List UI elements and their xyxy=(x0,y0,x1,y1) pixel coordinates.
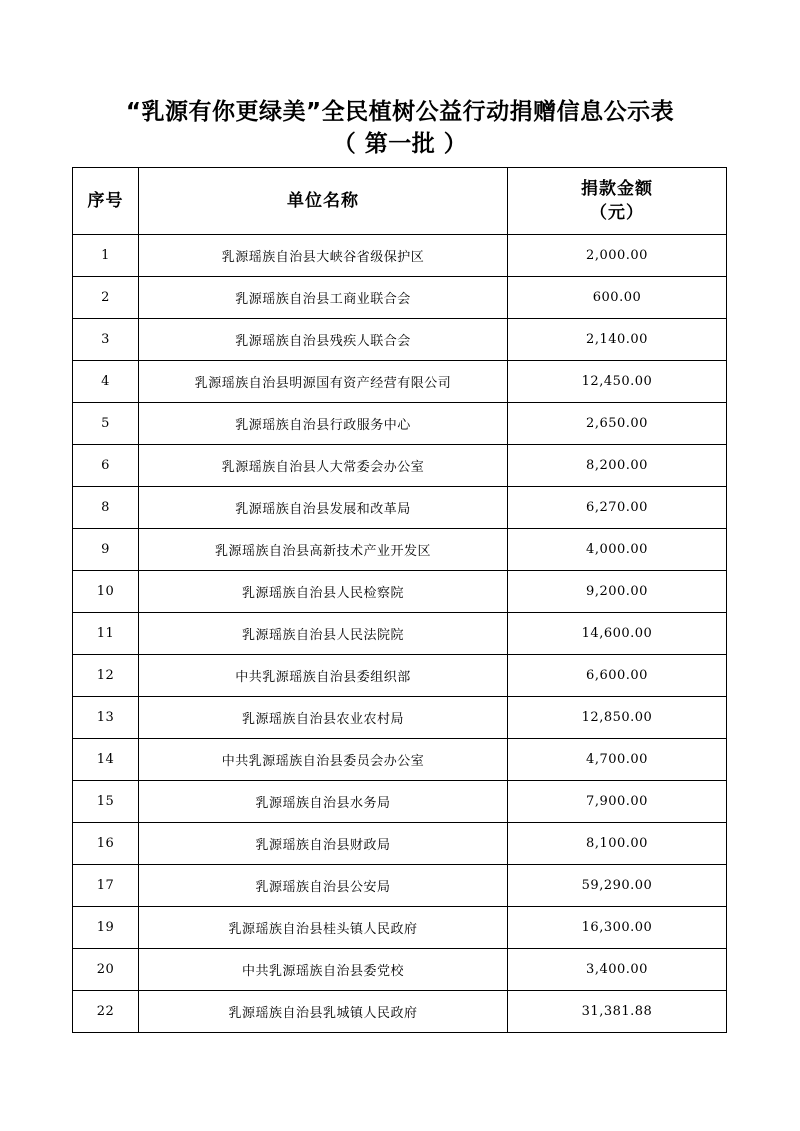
cell-donation-amount: 8,100.00 xyxy=(508,823,727,865)
table-header-row xyxy=(73,168,727,235)
table-row xyxy=(73,445,727,487)
table-row xyxy=(73,781,727,823)
document-title xyxy=(0,96,800,160)
cell-donation-amount: 12,850.00 xyxy=(508,697,727,739)
cell-unit-name: 乳源瑶族自治县桂头镇人民政府 xyxy=(139,907,508,949)
cell-unit-name: 乳源瑶族自治县发展和改革局 xyxy=(139,487,508,529)
table-row xyxy=(73,487,727,529)
header-unit-name: 单位名称 xyxy=(139,168,508,235)
cell-serial-number: 15 xyxy=(73,781,139,823)
cell-serial-number: 6 xyxy=(73,445,139,487)
cell-serial-number: 12 xyxy=(73,655,139,697)
table-row xyxy=(73,655,727,697)
cell-unit-name: 乳源瑶族自治县人民法院院 xyxy=(139,613,508,655)
cell-donation-amount: 6,600.00 xyxy=(508,655,727,697)
cell-unit-name: 乳源瑶族自治县乳城镇人民政府 xyxy=(139,991,508,1033)
cell-serial-number: 2 xyxy=(73,277,139,319)
cell-serial-number: 4 xyxy=(73,361,139,403)
cell-donation-amount: 2,140.00 xyxy=(508,319,727,361)
cell-donation-amount: 4,700.00 xyxy=(508,739,727,781)
cell-unit-name: 乳源瑶族自治县人民检察院 xyxy=(139,571,508,613)
table-row xyxy=(73,235,727,277)
cell-unit-name: 乳源瑶族自治县高新技术产业开发区 xyxy=(139,529,508,571)
table-row xyxy=(73,865,727,907)
cell-donation-amount: 2,650.00 xyxy=(508,403,727,445)
cell-donation-amount: 600.00 xyxy=(508,277,727,319)
cell-serial-number: 22 xyxy=(73,991,139,1033)
table-row xyxy=(73,613,727,655)
header-serial-number: 序号 xyxy=(73,168,139,235)
cell-serial-number: 14 xyxy=(73,739,139,781)
table-row xyxy=(73,361,727,403)
header-amount-unit: （元） xyxy=(590,203,644,223)
cell-serial-number: 8 xyxy=(73,487,139,529)
cell-donation-amount: 31,381.88 xyxy=(508,991,727,1033)
table-row xyxy=(73,529,727,571)
table-body xyxy=(73,235,727,1033)
cell-unit-name: 乳源瑶族自治县人大常委会办公室 xyxy=(139,445,508,487)
cell-serial-number: 16 xyxy=(73,823,139,865)
cell-donation-amount: 16,300.00 xyxy=(508,907,727,949)
cell-unit-name: 乳源瑶族自治县工商业联合会 xyxy=(139,277,508,319)
cell-serial-number: 10 xyxy=(73,571,139,613)
header-donation-amount xyxy=(508,168,727,235)
cell-unit-name: 乳源瑶族自治县大峡谷省级保护区 xyxy=(139,235,508,277)
table-row xyxy=(73,697,727,739)
cell-donation-amount: 7,900.00 xyxy=(508,781,727,823)
cell-unit-name: 乳源瑶族自治县财政局 xyxy=(139,823,508,865)
cell-serial-number: 9 xyxy=(73,529,139,571)
table-row xyxy=(73,277,727,319)
table-row xyxy=(73,823,727,865)
cell-serial-number: 20 xyxy=(73,949,139,991)
cell-serial-number: 11 xyxy=(73,613,139,655)
cell-unit-name: 中共乳源瑶族自治县委党校 xyxy=(139,949,508,991)
cell-donation-amount: 3,400.00 xyxy=(508,949,727,991)
cell-unit-name: 中共乳源瑶族自治县委组织部 xyxy=(139,655,508,697)
title-line-2: （ 第一批 ） xyxy=(332,131,468,157)
header-amount-label: 捐款金额 xyxy=(581,179,653,199)
title-line-1: “乳源有你更绿美”全民植树公益行动捐赠信息公示表 xyxy=(125,99,675,125)
cell-donation-amount: 59,290.00 xyxy=(508,865,727,907)
cell-donation-amount: 9,200.00 xyxy=(508,571,727,613)
donation-table xyxy=(72,167,727,1033)
cell-serial-number: 13 xyxy=(73,697,139,739)
cell-donation-amount: 12,450.00 xyxy=(508,361,727,403)
cell-donation-amount: 14,600.00 xyxy=(508,613,727,655)
table-row xyxy=(73,739,727,781)
cell-serial-number: 3 xyxy=(73,319,139,361)
cell-unit-name: 乳源瑶族自治县行政服务中心 xyxy=(139,403,508,445)
cell-unit-name: 乳源瑶族自治县明源国有资产经营有限公司 xyxy=(139,361,508,403)
cell-donation-amount: 6,270.00 xyxy=(508,487,727,529)
table-row xyxy=(73,403,727,445)
table-row xyxy=(73,949,727,991)
cell-unit-name: 乳源瑶族自治县公安局 xyxy=(139,865,508,907)
cell-serial-number: 19 xyxy=(73,907,139,949)
table-row xyxy=(73,319,727,361)
cell-unit-name: 乳源瑶族自治县农业农村局 xyxy=(139,697,508,739)
cell-unit-name: 乳源瑶族自治县残疾人联合会 xyxy=(139,319,508,361)
cell-serial-number: 17 xyxy=(73,865,139,907)
table-row xyxy=(73,907,727,949)
table-row xyxy=(73,571,727,613)
cell-serial-number: 5 xyxy=(73,403,139,445)
cell-unit-name: 中共乳源瑶族自治县委员会办公室 xyxy=(139,739,508,781)
cell-unit-name: 乳源瑶族自治县水务局 xyxy=(139,781,508,823)
cell-donation-amount: 2,000.00 xyxy=(508,235,727,277)
cell-donation-amount: 4,000.00 xyxy=(508,529,727,571)
cell-donation-amount: 8,200.00 xyxy=(508,445,727,487)
table-row xyxy=(73,991,727,1033)
cell-serial-number: 1 xyxy=(73,235,139,277)
